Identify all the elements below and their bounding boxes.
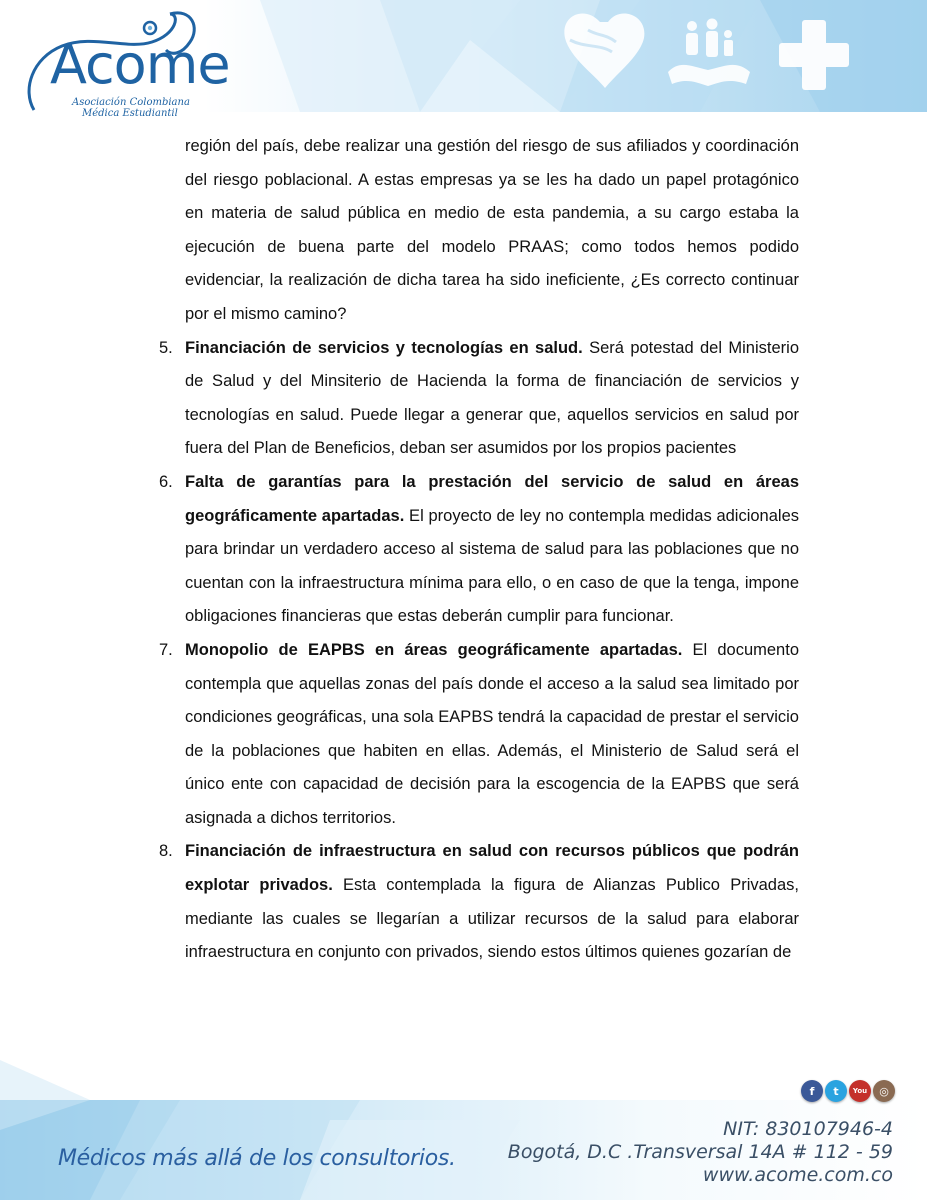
list-item <box>159 634 799 836</box>
list-item <box>159 332 799 466</box>
list-item <box>159 835 799 969</box>
document-body <box>159 130 800 970</box>
list-item-title: Falta de garantías para la prestación del servicio de salud en áreas geográficamente apartadas. <box>185 472 799 525</box>
logo-subtitle: Asociación Colombiana <box>72 97 190 108</box>
logo-subtitle: Médica Estudiantil <box>82 108 178 119</box>
instagram-icon[interactable]: ◎ <box>873 1080 895 1102</box>
medical-cross-icon <box>779 20 849 90</box>
list-item-title: Financiación de servicios y tecnologías en salud. <box>185 338 583 357</box>
list-number: 6. <box>159 472 173 491</box>
logo-wordmark: Acome <box>50 33 230 96</box>
family-icon <box>668 19 750 87</box>
acome-logo <box>22 10 230 119</box>
social-icons <box>801 1080 895 1108</box>
nit-number: NIT: 830107946-4 <box>723 1118 893 1140</box>
footer-slogan: Médicos más allá de los consultorios. <box>58 1146 456 1171</box>
list-item-text: El documento contempla que aquellas zonas del país donde el acceso a la salud sea limitado por condiciones geográficas, una sola EAPBS tendrá la capacidad de prestar el servicio de la poblaciones que habiten en ellas. Además, el Ministerio de Salud será el único ente con capacidad de decisión para la escogencia de la EAPBS que será asignada a dichos territorios. <box>185 640 799 827</box>
facebook-icon[interactable]: f <box>801 1080 823 1102</box>
list-number: 5. <box>159 338 173 357</box>
list-item-text: El proyecto de ley no contempla medidas adicionales para brindar un verdadero acceso al sistema de salud para las poblaciones que no cuentan con la infraestructura mínima para ello, o en caso de que la tenga, impone obligaciones financieras que estas deberán cumplir para funcionar. <box>185 506 800 626</box>
twitter-icon[interactable]: t <box>825 1080 847 1102</box>
list-number: 7. <box>159 640 173 659</box>
list-item-text: Esta contemplada la figura de Alianzas Publico Privadas, mediante las cuales se llegarían a utilizar recursos de la salud para elaborar infraestructura en conjunto con privados, siendo estos últimos quienes gozarían de <box>185 876 799 962</box>
list-number: 8. <box>159 842 173 861</box>
list-item-title: Monopolio de EAPBS en áreas geográficamente apartadas. <box>185 640 683 659</box>
list-item-title: Financiación de infraestructura en salud con recursos públicos que podrán explotar privados. <box>185 842 799 895</box>
page-footer <box>0 1060 927 1200</box>
address: Bogotá, D.C .Transversal 14A # 112 - 59 <box>507 1141 893 1163</box>
list-item-text: Será potestad del Ministerio de Salud y del Minsiterio de Hacienda la forma de financiación de servicios y tecnologías en salud. Puede llegar a generar que, aquellos servicios en salud por fuera del Plan de Beneficios, deban ser asumidos por los propios pacientes <box>185 338 799 458</box>
heart-hands-icon <box>564 13 644 88</box>
website-link[interactable]: www.acome.com.co <box>702 1164 893 1186</box>
footer-contact <box>508 1118 893 1187</box>
intro-paragraph: región del país, debe realizar una gestión del riesgo de sus afiliados y coordinación del riesgo poblacional. A estas empresas ya se les ha dado un papel protagónico en materia de salud pública en medio de esta pandemia, a su cargo estaba la ejecución de buena parte del modelo PRAAS; como todos hemos podido evidenciar, la realización de dicha tarea ha sido ineficiente, ¿Es correcto continuar por el mismo camino? <box>185 137 799 323</box>
page-header <box>0 0 927 120</box>
youtube-icon[interactable]: You <box>849 1080 871 1102</box>
list-item <box>159 466 800 634</box>
health-icons <box>540 0 920 110</box>
